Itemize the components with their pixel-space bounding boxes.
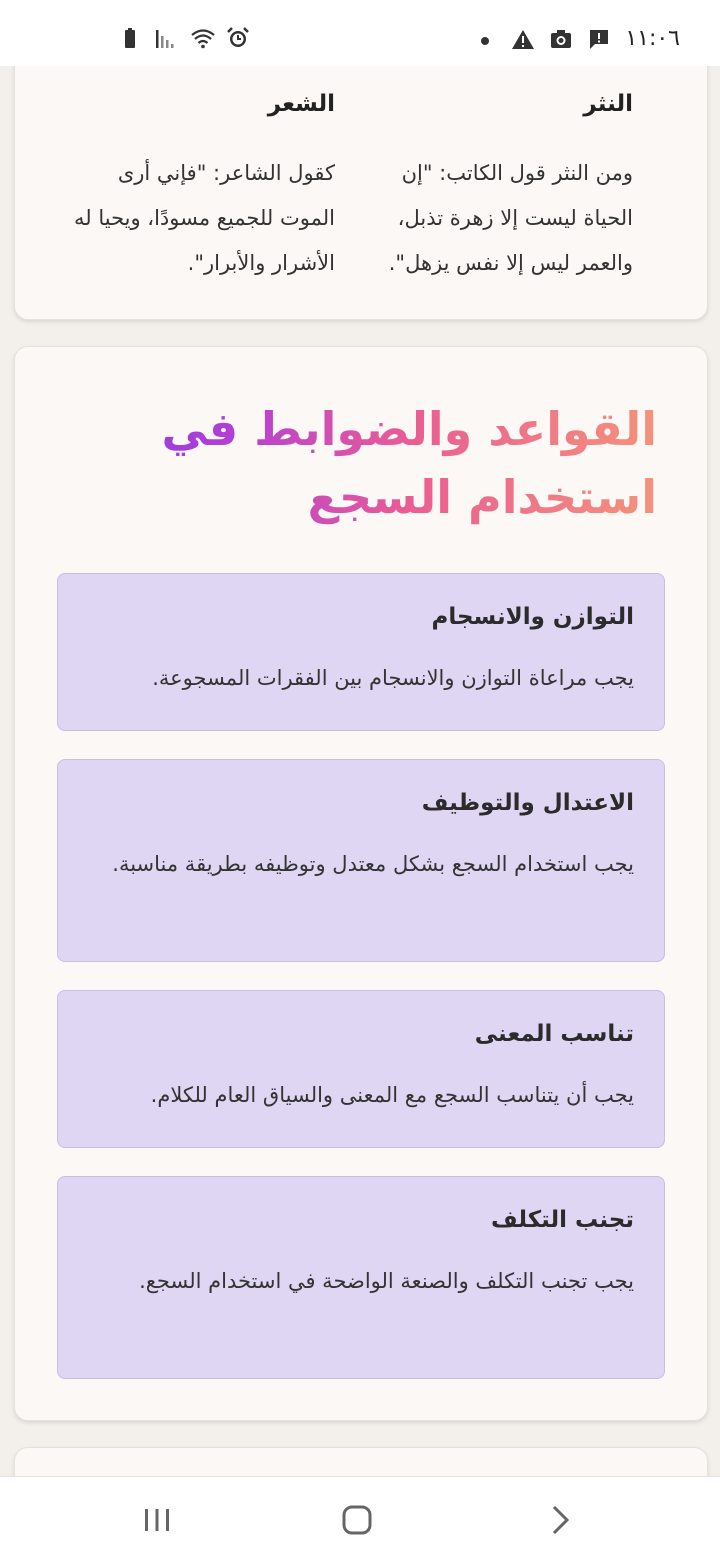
rules-card xyxy=(14,346,708,1421)
status-left-group xyxy=(473,26,680,51)
prose-column xyxy=(363,91,633,286)
poetry-heading: الشعر xyxy=(267,91,335,117)
prose-heading: النثر xyxy=(583,91,633,117)
home-icon[interactable] xyxy=(340,1503,374,1537)
rule-title: تجنب التكلف xyxy=(490,1207,634,1233)
status-bar xyxy=(0,0,720,66)
message-alert-icon xyxy=(587,27,611,51)
back-icon[interactable] xyxy=(544,1503,578,1537)
examples-card xyxy=(14,40,708,320)
dot-icon xyxy=(473,27,497,51)
rule-item xyxy=(57,759,665,962)
navigation-bar xyxy=(0,1476,720,1561)
rule-text: يجب استخدام السجع بشكل معتدل وتوظيفه بطريقة مناسبة. xyxy=(112,852,634,876)
prose-text: ومن النثر قول الكاتب: "إن الحياة ليست إلا زهرة تذبل، والعمر ليس إلا نفس يزهل". xyxy=(388,161,633,275)
rule-text: يجب أن يتناسب السجع مع المعنى والسياق العام للكلام. xyxy=(150,1083,634,1107)
recents-icon[interactable] xyxy=(140,1503,174,1537)
rule-item xyxy=(57,990,665,1148)
poetry-text: كقول الشاعر: "فإني أرى الموت للجميع مسودًا، ويحيا له الأشرار والأبرار". xyxy=(74,161,335,275)
rule-title: الاعتدال والتوظيف xyxy=(421,790,634,816)
camera-icon xyxy=(549,27,573,51)
rule-text: يجب تجنب التكلف والصنعة الواضحة في استخدام السجع. xyxy=(139,1269,634,1293)
rule-item xyxy=(57,1176,665,1379)
clock-time: ١١:٠٦ xyxy=(625,26,680,51)
wifi-icon xyxy=(190,26,214,50)
status-right-group xyxy=(118,26,250,50)
section-title: القواعد والضوابط في استخدام السجع xyxy=(37,395,657,531)
signal-icon xyxy=(154,26,178,50)
rule-item xyxy=(57,573,665,731)
warning-icon xyxy=(511,27,535,51)
rule-title: التوازن والانسجام xyxy=(431,604,634,630)
rule-text: يجب مراعاة التوازن والانسجام بين الفقرات المسجوعة. xyxy=(152,666,634,690)
battery-icon xyxy=(118,26,142,50)
poetry-column xyxy=(65,91,335,286)
rule-title: تناسب المعنى xyxy=(474,1021,634,1047)
alarm-icon xyxy=(226,26,250,50)
